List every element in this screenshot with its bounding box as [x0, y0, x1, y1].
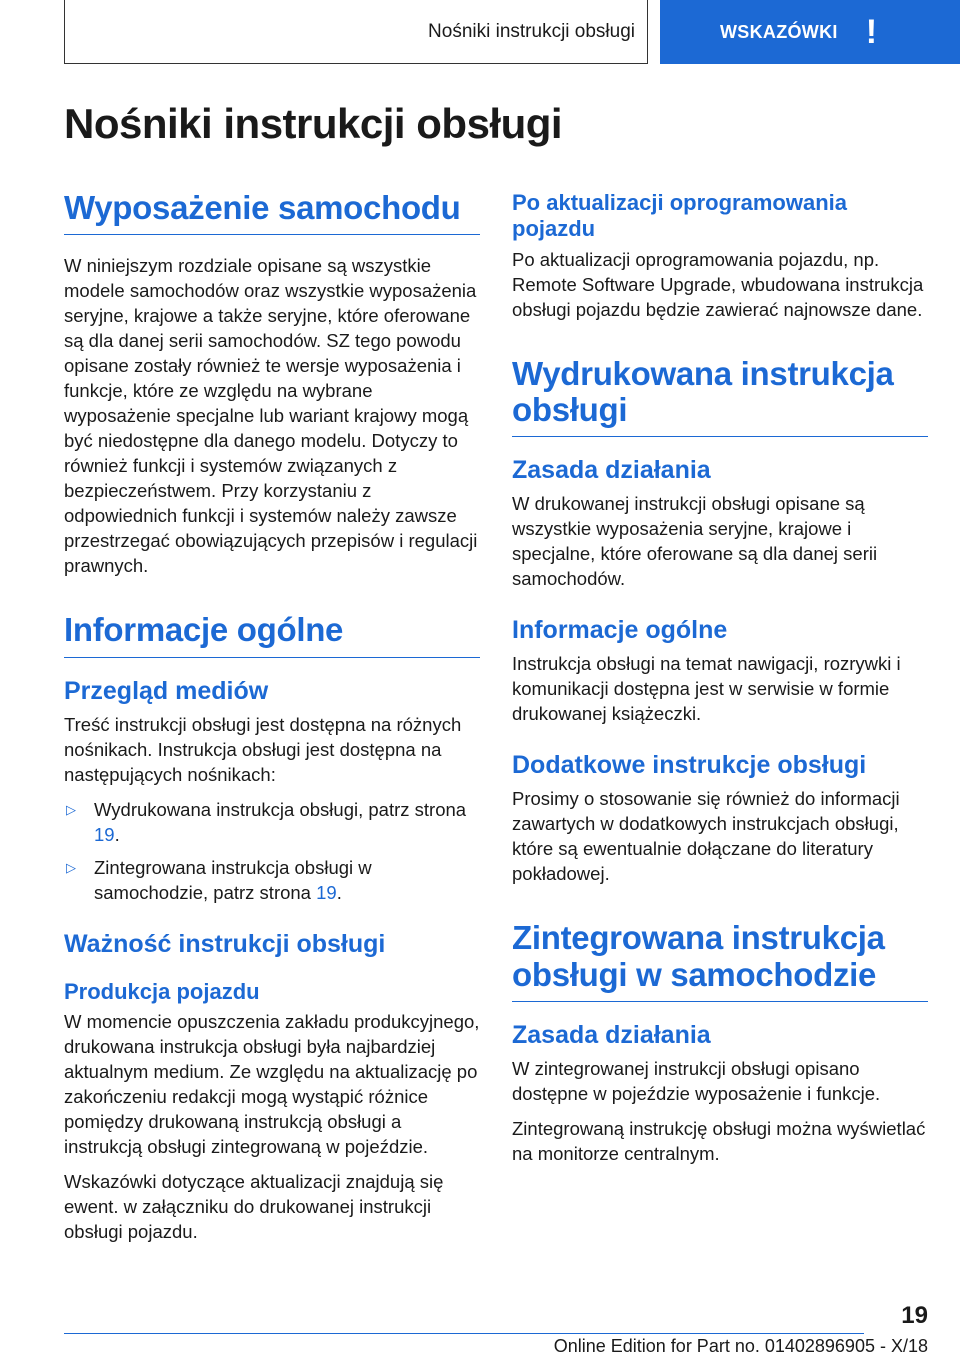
paragraph-production-1: W momencie opuszczenia zakładu produkcyjnego, drukowana instrukcja obsługi była najbardziej aktualnym medium. Ze względu na aktualizację po zakończeniu redakcji mogą wystąpić różnice pomiędzy drukowaną instrukcją obsługi a instrukcją obsługi zintegrowaną w pojeździe. [64, 1010, 480, 1157]
heading-principle-2: Zasada działania [512, 1020, 711, 1049]
paragraph-principle-2b: Zintegrowaną instrukcję obsługi można wyświetlać na monitorze centralnym. [512, 1117, 926, 1164]
paragraph-principle-1: W drukowanej instrukcji obsługi opisane są wszystkie wyposażenia seryjne, krajowe i specjalne, które oferowane są dla danej serii samochodów. [512, 493, 878, 590]
triangle-bullet-icon: ▷ [66, 801, 76, 817]
header-chapter-label: WSKAZÓWKI [720, 21, 838, 42]
heading-additional-manuals: Dodatkowe instrukcje obsługi [512, 751, 867, 780]
paragraph-equipment: W niniejszym rozdziale opisane są wszystkie modele samochodów oraz wszystkie wyposażenia seryjne, krajowe a także seryjne, które oferowane są dla danej serii samochodów. SZ tego powodu opisane zostały również te wersje wyposażenia i funkcje, które ze względu na wybrane wyposażenie specjalne lub wariant krajowy mogą być niedostępne dla danego modelu. Dotyczy to również funkcji i systemów związanych z bezpieczeństwem. Przy korzystaniu z odpowiednich funkcji i systemów należy zawsze przestrzegać obowiązujących przepisów i regulacji prawnych. [64, 255, 478, 577]
footer-divider [64, 1333, 864, 1334]
page-number: 19 [901, 1302, 928, 1329]
media-list [64, 797, 480, 905]
footer-edition: Online Edition for Part no. 01402896905 - X/18 [553, 1336, 928, 1356]
heading-media-overview: Przegląd mediów [64, 676, 269, 705]
heading-validity: Ważność instrukcji obsługi [64, 929, 386, 958]
paragraph-production-2: Wskazówki dotyczące aktualizacji znajdują się ewent. w załączniku do drukowanej instrukcji obsługi pojazdu. [64, 1170, 444, 1242]
heading-general-info-2: Informacje ogólne [512, 616, 728, 645]
heading-principle-1: Zasada działania [512, 456, 711, 485]
right-column [512, 190, 928, 1176]
page-reference-link[interactable]: 19 [94, 823, 115, 845]
page-reference-link[interactable]: 19 [316, 881, 337, 903]
header-section-title: Nośniki instrukcji obsługi [428, 20, 635, 42]
paragraph-additional: Prosimy o stosowanie się również do informacji zawartych w dodatkowych instrukcjach obsługi, które są ewentualnie dołączane do literatury pokładowej. [512, 788, 900, 885]
paragraph-media: Treść instrukcji obsługi jest dostępna na różnych nośnikach. Instrukcja obsługi jest dostępna na następujących nośnikach: [64, 713, 462, 785]
header-section [64, 0, 648, 64]
paragraph-principle-2a: W zintegrowanej instrukcji obsługi opisano dostępne w pojeździe wyposażenie i funkcje. [512, 1057, 881, 1104]
heading-general-info: Informacje ogólne [64, 612, 480, 657]
paragraph-general-2: Instrukcja obsługi na temat nawigacji, rozrywki i komunikacji dostępna jest w serwisie w formie drukowanej książeczki. [512, 653, 901, 725]
heading-equipment: Wyposażenie samochodu [64, 190, 480, 235]
exclamation-icon: ! [865, 12, 878, 51]
heading-after-update: Po aktualizacji oprogramowania pojazdu [512, 190, 847, 242]
page-title: Nośniki instrukcji obsługi [64, 100, 563, 147]
header-chapter-tab [660, 0, 960, 64]
heading-printed-manual: Wydrukowana instrukcja obsługi [512, 356, 928, 438]
heading-integrated-manual: Zintegrowana instrukcja obsługi w samochodzie [512, 920, 928, 1002]
list-item: ▷ Zintegrowana instrukcja obsługi w samochodzie, patrz strona 19. [66, 856, 372, 903]
left-column [64, 190, 480, 1254]
heading-vehicle-production: Produkcja pojazdu [64, 978, 260, 1004]
triangle-bullet-icon: ▷ [66, 859, 76, 875]
list-item: ▷ Wydrukowana instrukcja obsługi, patrz strona 19. [66, 798, 467, 845]
paragraph-after-update: Po aktualizacji oprogramowania pojazdu, np. Remote Software Upgrade, wbudowana instrukcja obsługi pojazdu będzie zawierać najnowsze dane. [512, 248, 924, 320]
